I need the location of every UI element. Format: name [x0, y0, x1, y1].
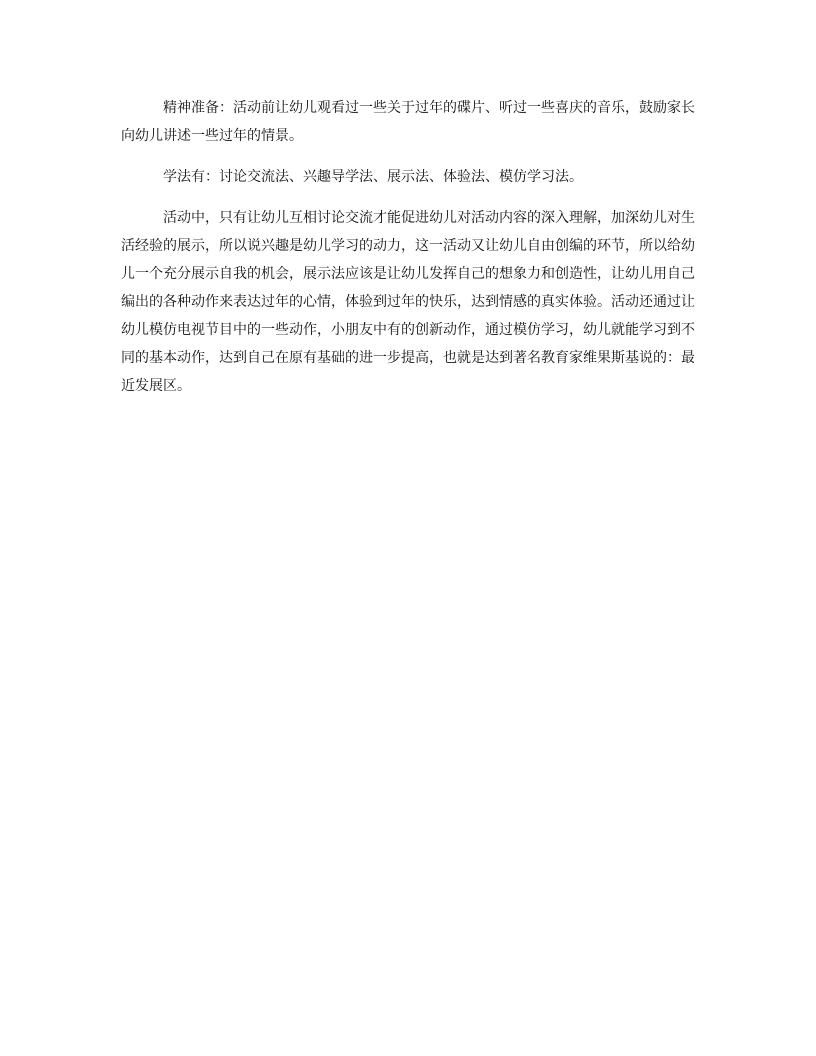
document-body — [121, 94, 695, 413]
paragraph-activity-description: 活动中，只有让幼儿互相讨论交流才能促进幼儿对活动内容的深入理解，加深幼儿对生活经验的展示，所以说兴趣是幼儿学习的动力，这一活动又让幼儿自由创编的环节，所以给幼儿一个充分展示自我的机会，展示法应该是让幼儿发挥自己的想象力和创造性，让幼儿用自己编出的各种动作来表达过年的心情，体验到过年的快乐，达到情感的真实体验。活动还通过让幼儿模仿电视节目中的一些动作，小朋友中有的创新动作，通过模仿学习，幼儿就能学习到不同的基本动作，达到自己在原有基础的进一步提高，也就是达到著名教育家维果斯基说的：最近发展区。 — [121, 210, 695, 394]
paragraph-mental-preparation: 精神准备：活动前让幼儿观看过一些关于过年的碟片、听过一些喜庆的音乐，鼓励家长向幼儿讲述一些过年的情景。 — [121, 100, 695, 144]
paragraph-learning-methods: 学法有：讨论交流法、兴趣导学法、展示法、体验法、模仿学习法。 — [163, 169, 583, 185]
